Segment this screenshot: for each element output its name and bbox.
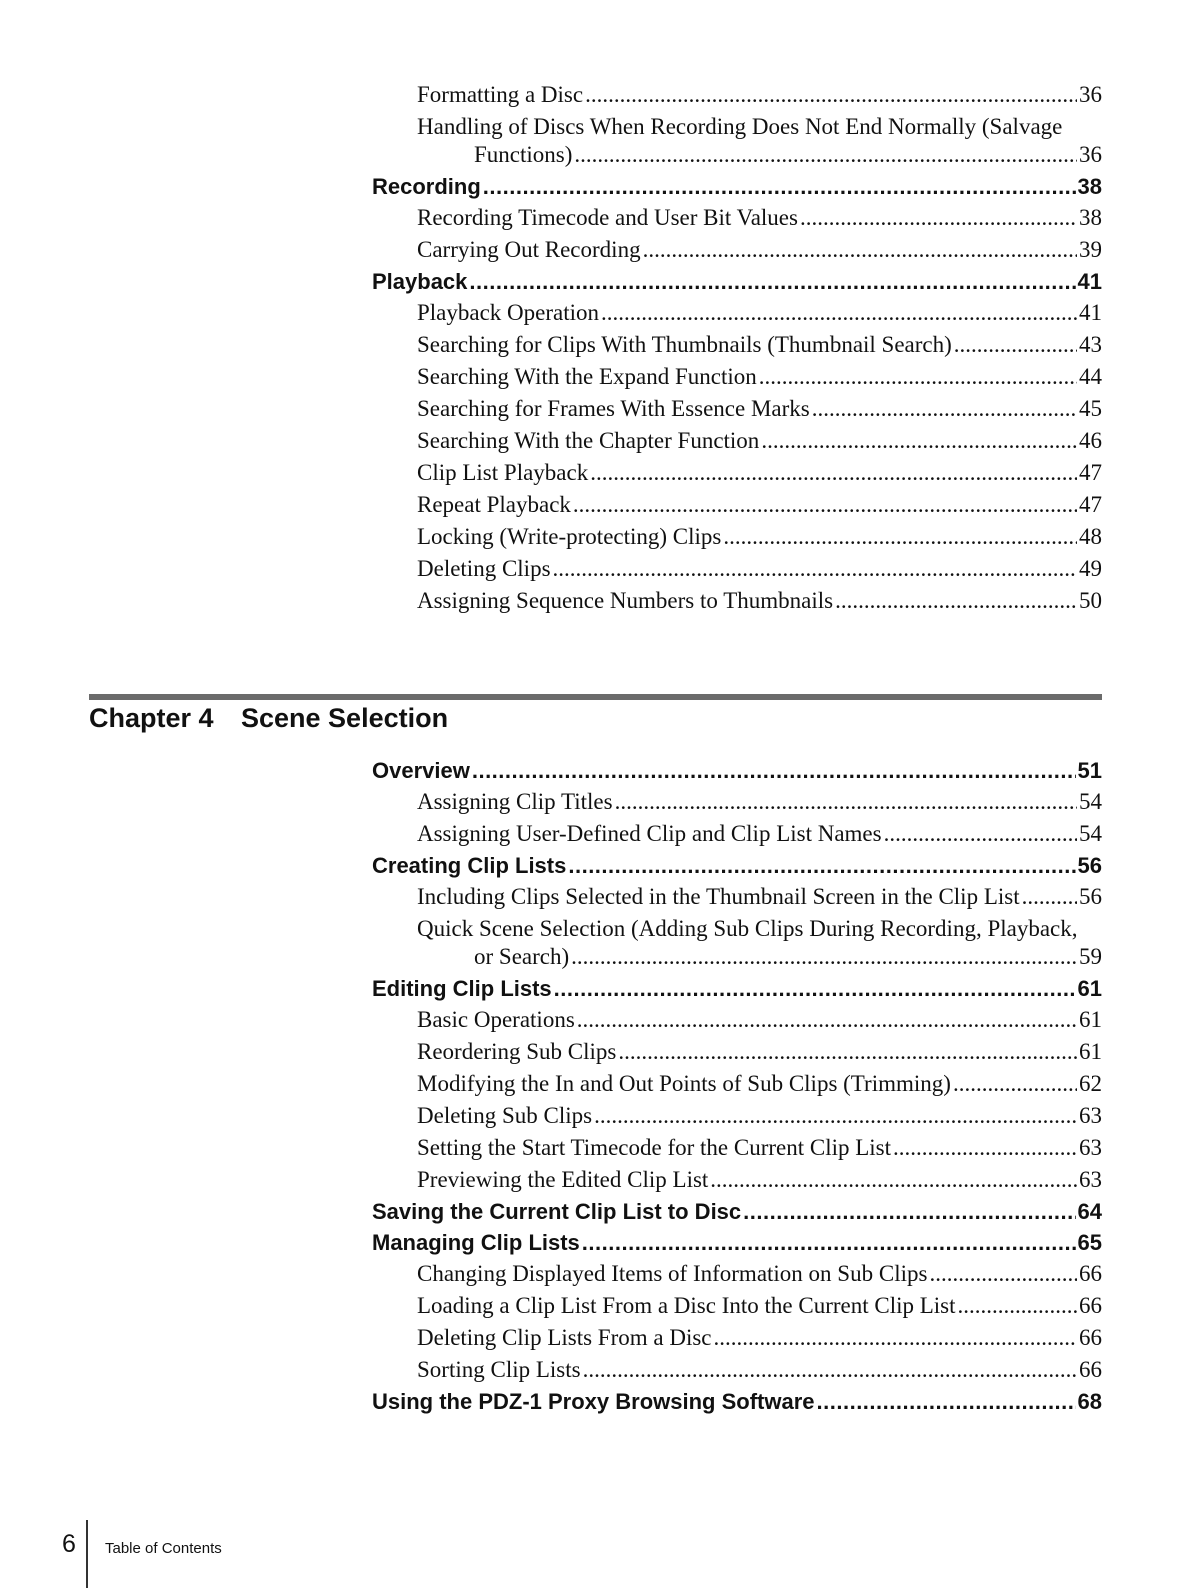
chapter-number: Chapter 4 xyxy=(89,703,214,733)
toc-entry-page: 54 xyxy=(1079,821,1102,846)
dot-leader xyxy=(469,266,1075,297)
toc-entry-title: Handling of Discs When Recording Does Not End Normally (Salvage xyxy=(417,114,1063,139)
toc-subentry xyxy=(372,553,1102,585)
toc-entry-page: 49 xyxy=(1079,556,1102,581)
toc-subentry xyxy=(372,297,1102,329)
toc-heading-entry xyxy=(372,973,1102,1004)
toc-entry-continuation xyxy=(417,141,1102,169)
toc-subentry xyxy=(372,786,1102,818)
toc-entry-title: Clip List Playback xyxy=(417,457,588,489)
toc-entry-page: 68 xyxy=(1077,1389,1102,1414)
toc-entry-page: 64 xyxy=(1077,1199,1102,1224)
toc-entry-title: Carrying Out Recording xyxy=(417,234,641,266)
toc-heading-entry xyxy=(372,1227,1102,1258)
dot-leader xyxy=(953,1068,1077,1100)
footer-divider xyxy=(86,1520,88,1588)
toc-entry-title: Loading a Clip List From a Disc Into the Current Clip List xyxy=(417,1290,956,1322)
toc-subentry xyxy=(372,1322,1102,1354)
toc-entry-page: 36 xyxy=(1079,82,1102,107)
dot-leader xyxy=(582,1227,1076,1258)
dot-leader xyxy=(553,553,1077,585)
dot-leader xyxy=(812,393,1077,425)
toc-entry-title: Editing Clip Lists xyxy=(372,973,552,1004)
dot-leader xyxy=(583,1354,1077,1386)
toc-heading-entry xyxy=(372,850,1102,881)
toc-subentry xyxy=(372,234,1102,266)
toc-heading-entry xyxy=(372,755,1102,786)
chapter-title: Scene Selection xyxy=(241,703,449,733)
dot-leader xyxy=(615,786,1077,818)
dot-leader xyxy=(618,1036,1077,1068)
dot-leader xyxy=(568,850,1075,881)
toc-entry-title: Playback Operation xyxy=(417,297,599,329)
dot-leader xyxy=(958,1290,1077,1322)
dot-leader xyxy=(594,1100,1077,1132)
toc-entry-title: Assigning User-Defined Clip and Clip List Names xyxy=(417,818,882,850)
toc-subentry xyxy=(372,585,1102,617)
toc-subentry xyxy=(372,1258,1102,1290)
toc-subentry xyxy=(372,425,1102,457)
toc-entry-title: Setting the Start Timecode for the Current Clip List xyxy=(417,1132,891,1164)
dot-leader xyxy=(643,234,1077,266)
dot-leader xyxy=(577,1004,1077,1036)
toc-entry-page: 66 xyxy=(1079,1325,1102,1350)
toc-entry-page: 66 xyxy=(1079,1357,1102,1382)
dot-leader xyxy=(472,755,1076,786)
dot-leader xyxy=(590,457,1077,489)
toc-entry-title: Including Clips Selected in the Thumbnail Screen in the Clip List xyxy=(417,881,1020,913)
toc-entry-page: 63 xyxy=(1079,1103,1102,1128)
chapter-heading xyxy=(89,700,448,736)
toc-subentry xyxy=(372,521,1102,553)
toc-subentry xyxy=(372,1354,1102,1386)
toc-entry-page: 38 xyxy=(1077,174,1102,199)
toc-entry-title: Deleting Clips xyxy=(417,553,551,585)
toc-entry-title: Basic Operations xyxy=(417,1004,575,1036)
dot-leader xyxy=(817,1386,1076,1417)
toc-entry-page: 38 xyxy=(1079,205,1102,230)
toc-entry-page: 66 xyxy=(1079,1293,1102,1318)
toc-entry-page: 51 xyxy=(1077,758,1102,783)
toc-entry-title: Saving the Current Clip List to Disc xyxy=(372,1196,741,1227)
toc-subentry xyxy=(372,457,1102,489)
dot-leader xyxy=(554,973,1076,1004)
toc-entry-page: 43 xyxy=(1079,332,1102,357)
dot-leader xyxy=(601,297,1077,329)
toc-entry-page: 66 xyxy=(1079,1261,1102,1286)
toc-subentry xyxy=(372,329,1102,361)
toc-entry-title: Assigning Clip Titles xyxy=(417,786,613,818)
toc-entry-title: Formatting a Disc xyxy=(417,79,583,111)
toc-entry-page: 61 xyxy=(1077,976,1102,1001)
toc-entry-page: 63 xyxy=(1079,1135,1102,1160)
toc-entry-title: Managing Clip Lists xyxy=(372,1227,580,1258)
toc-entry-title: Modifying the In and Out Points of Sub Clips (Trimming) xyxy=(417,1068,951,1100)
toc-subentry xyxy=(372,79,1102,111)
toc-subentry xyxy=(372,1100,1102,1132)
footer-section-label: Table of Contents xyxy=(105,1540,222,1557)
dot-leader xyxy=(954,329,1077,361)
toc-entry-title: Quick Scene Selection (Adding Sub Clips During Recording, Playback, xyxy=(417,916,1078,941)
dot-leader xyxy=(835,585,1077,617)
toc-subentry xyxy=(372,202,1102,234)
page-number: 6 xyxy=(62,1530,76,1558)
toc-heading-entry xyxy=(372,171,1102,202)
toc-entry-page: 44 xyxy=(1079,364,1102,389)
toc-entry-page: 50 xyxy=(1079,588,1102,613)
toc-entry-page: 65 xyxy=(1077,1230,1102,1255)
toc-entry-page: 48 xyxy=(1079,524,1102,549)
toc-subentry xyxy=(372,915,1102,971)
toc-entry-page: 45 xyxy=(1079,396,1102,421)
toc-entry-title: Reordering Sub Clips xyxy=(417,1036,616,1068)
toc-subentry xyxy=(372,113,1102,169)
toc-entry-title: Assigning Sequence Numbers to Thumbnails xyxy=(417,585,833,617)
toc-entry-title-continued: or Search) xyxy=(474,944,570,969)
toc-heading-entry xyxy=(372,1386,1102,1417)
toc-entry-title: Locking (Write-protecting) Clips xyxy=(417,521,721,553)
toc-entry-page: 47 xyxy=(1079,492,1102,517)
toc-subentry xyxy=(372,1004,1102,1036)
toc-entry-page: 56 xyxy=(1079,884,1102,909)
toc-entry-title: Searching With the Chapter Function xyxy=(417,425,759,457)
toc-entry-page: 61 xyxy=(1079,1039,1102,1064)
dot-leader xyxy=(929,1258,1077,1290)
dot-leader xyxy=(714,1322,1077,1354)
toc-subentry xyxy=(372,1132,1102,1164)
toc-entry-page: 41 xyxy=(1079,300,1102,325)
toc-entry-title: Recording Timecode and User Bit Values xyxy=(417,202,798,234)
toc-heading-entry xyxy=(372,266,1102,297)
toc-subentry xyxy=(372,1036,1102,1068)
toc-entry-page: 47 xyxy=(1079,460,1102,485)
toc-subentry xyxy=(372,393,1102,425)
dot-leader xyxy=(1022,881,1077,913)
dot-leader xyxy=(800,202,1077,234)
dot-leader xyxy=(710,1164,1077,1196)
toc-entry-title: Repeat Playback xyxy=(417,489,571,521)
toc-section-1 xyxy=(372,79,1102,617)
dot-leader xyxy=(893,1132,1077,1164)
toc-entry-title: Creating Clip Lists xyxy=(372,850,566,881)
dot-leader xyxy=(585,79,1077,111)
toc-entry-title: Playback xyxy=(372,266,467,297)
toc-subentry xyxy=(372,1164,1102,1196)
toc-entry-title: Deleting Clip Lists From a Disc xyxy=(417,1322,712,1354)
toc-entry-title: Using the PDZ-1 Proxy Browsing Software xyxy=(372,1386,815,1417)
dot-leader xyxy=(574,141,1077,169)
toc-entry-page: 41 xyxy=(1077,269,1102,294)
toc-subentry xyxy=(372,489,1102,521)
toc-subentry xyxy=(372,881,1102,913)
toc-entry-page: 46 xyxy=(1079,428,1102,453)
toc-entry-title: Changing Displayed Items of Information on Sub Clips xyxy=(417,1258,927,1290)
toc-entry-continuation xyxy=(417,943,1102,971)
toc-entry-page: 61 xyxy=(1079,1007,1102,1032)
toc-section-2 xyxy=(372,755,1102,1417)
toc-entry-page: 39 xyxy=(1079,237,1102,262)
toc-subentry xyxy=(372,1068,1102,1100)
dot-leader xyxy=(743,1196,1075,1227)
dot-leader xyxy=(723,521,1077,553)
toc-entry-title: Previewing the Edited Clip List xyxy=(417,1164,708,1196)
dot-leader xyxy=(573,489,1077,521)
toc-entry-title-continued: Functions) xyxy=(474,142,573,167)
toc-entry-title: Searching for Clips With Thumbnails (Thumbnail Search) xyxy=(417,329,952,361)
toc-entry-page: 59 xyxy=(1079,944,1102,969)
toc-heading-entry xyxy=(372,1196,1102,1227)
toc-entry-title: Deleting Sub Clips xyxy=(417,1100,592,1132)
toc-entry-page: 56 xyxy=(1077,853,1102,878)
toc-subentry xyxy=(372,1290,1102,1322)
toc-subentry xyxy=(372,818,1102,850)
toc-entry-title: Overview xyxy=(372,755,470,786)
toc-entry-title: Searching With the Expand Function xyxy=(417,361,757,393)
toc-entry-title: Searching for Frames With Essence Marks xyxy=(417,393,810,425)
dot-leader xyxy=(571,943,1077,971)
dot-leader xyxy=(761,425,1077,457)
dot-leader xyxy=(759,361,1077,393)
dot-leader xyxy=(884,818,1077,850)
toc-entry-page: 62 xyxy=(1079,1071,1102,1096)
dot-leader xyxy=(483,171,1076,202)
toc-entry-page: 63 xyxy=(1079,1167,1102,1192)
toc-entry-title: Recording xyxy=(372,171,481,202)
toc-entry-page: 36 xyxy=(1079,142,1102,167)
toc-subentry xyxy=(372,361,1102,393)
toc-entry-title: Sorting Clip Lists xyxy=(417,1354,581,1386)
toc-entry-page: 54 xyxy=(1079,789,1102,814)
